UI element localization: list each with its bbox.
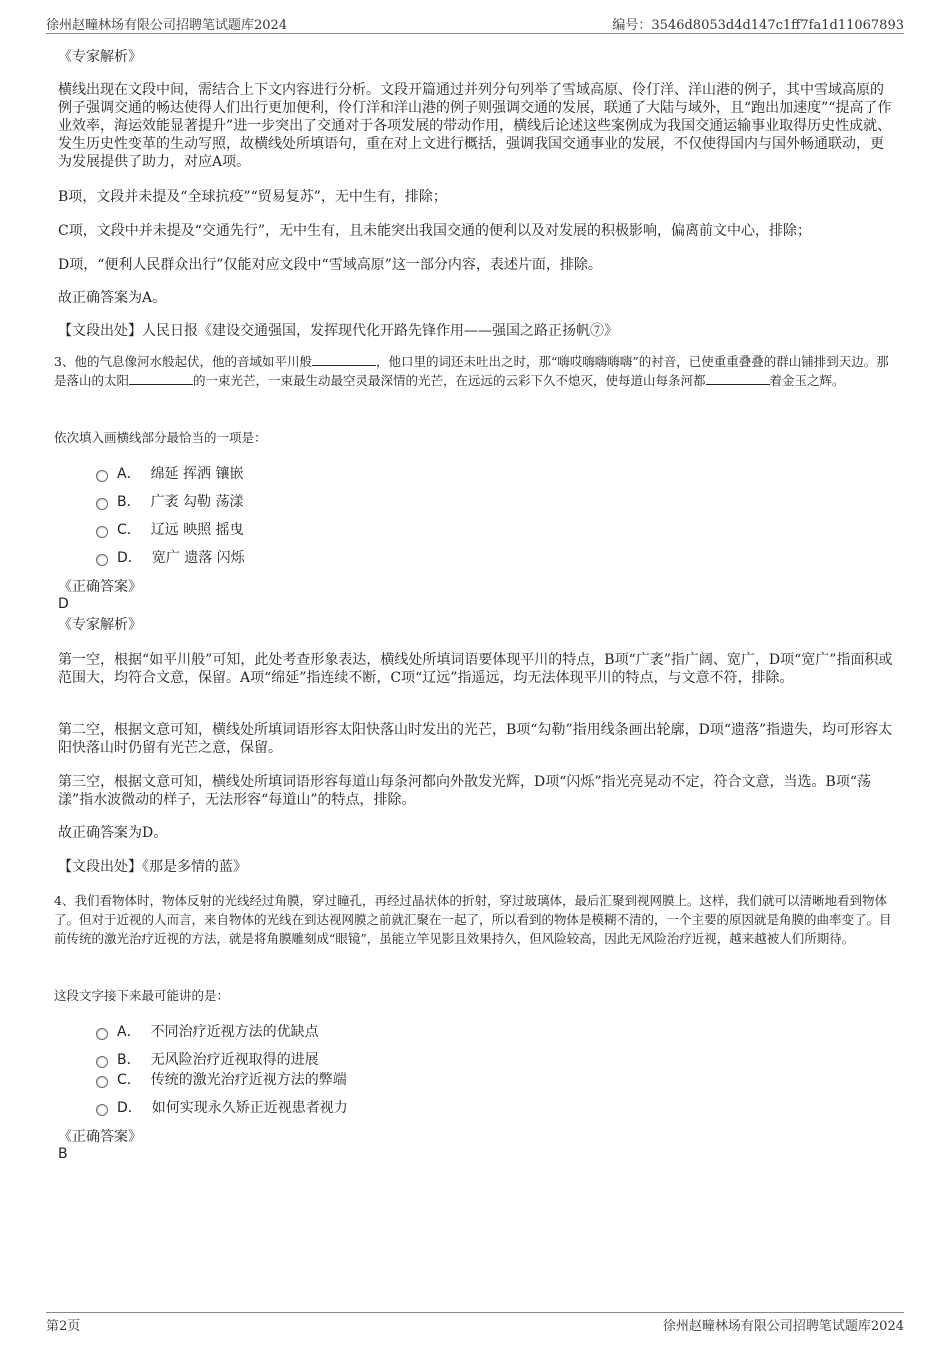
q3-blank-2 <box>129 373 193 385</box>
footer-title: 徐州赵疃林场有限公司招聘笔试题库2024 <box>662 1319 904 1334</box>
q3-answer-label: 《正确答案》 <box>58 579 142 595</box>
q4-answer-label: 《正确答案》 <box>58 1129 142 1145</box>
q3-analysis-2: 第二空，根据文意可知，横线处所填词语形容太阳快落山时发出的光芒，B项“勾勒”指用线条画出轮廓，D项“遗落”指遗失，均可形容太阳快落山时仍留有光芒之意，保留。 <box>58 722 893 756</box>
q3-prompt: 依次填入画横线部分最恰当的一项是： <box>54 430 267 445</box>
header-title: 徐州赵疃林场有限公司招聘笔试题库2024 <box>46 18 288 33</box>
q4-prompt: 这段文字接下来最可能讲的是： <box>54 988 230 1003</box>
q3-option-c[interactable]: C． 辽远 映照 摇曳 <box>96 519 244 539</box>
q2-analysis-main: 横线出现在文段中间，需结合上下文内容进行分析。文段开篇通过并列分句列举了雪域高原、伶仃洋、洋山港的例子，其中雪域高原的例子强调交通的畅达使得人们出行更加便利，伶仃洋和洋山港的例子则强调交通的发展，联通了大陆与域外，且“跑出加速度”“提高了作业效率，海运效能显著提升”进一步突出了交通对于各项发展的带动作用，横线后论述这些案例成为我国交通运输事业取得历史性成就、发生历史性变革的生动写照，故横线处所填语句，重在对上文进行概括，强调我国交通事业的发展，不仅使得国内与国外畅通联动，更为发展提供了助力，对应A项。 <box>58 82 892 170</box>
q3-blank-3 <box>706 373 770 385</box>
q3-analysis-3: 第三空，根据文意可知，横线处所填词语形容每道山每条河都向外散发光辉，D项“闪烁”指光亮晃动不定，符合文意，当选。B项“荡漾”指水波微动的样子，无法形容“每道山”的特点，排除。 <box>58 774 871 808</box>
radio-icon[interactable] <box>96 1076 108 1088</box>
page-footer <box>46 1312 904 1334</box>
q2-b-item: B项，文段并未提及“全球抗疫”“贸易复苏”，无中生有，排除； <box>58 189 447 205</box>
q3-conclusion: 故正确答案为D。 <box>58 825 168 841</box>
q4-stem: 4、我们看物体时，物体反射的光线经过角膜，穿过瞳孔，再经过晶状体的折射，穿过玻璃体，最后汇聚到视网膜上。这样，我们就可以清晰地看到物体了。但对于近视的人而言，来自物体的光线在到达视网膜之前就汇聚在一起了，所以看到的物体是模糊不清的，一个主要的原因就是角膜的曲率变了。目前传统的激光治疗近视的方法，就是将角膜雕刻成“眼镜”，虽能立竿见影且效果持久，但风险较高，因此无风险治疗近视，越来越被人们所期待。 <box>54 893 892 946</box>
q3-option-b[interactable]: B． 广袤 勾勒 荡漾 <box>96 491 244 511</box>
q2-analysis-label: 《专家解析》 <box>58 49 142 65</box>
radio-icon[interactable] <box>96 470 108 482</box>
q4-option-b[interactable]: B． 无风险治疗近视取得的进展 <box>96 1049 319 1069</box>
q4-option-a[interactable]: A． 不同治疗近视方法的优缺点 <box>96 1021 319 1041</box>
q4-option-c[interactable]: C． 传统的激光治疗近视方法的弊端 <box>96 1069 347 1089</box>
q2-conclusion: 故正确答案为A。 <box>58 290 167 306</box>
q2-source: 【文段出处】人民日报《建设交通强国，发挥现代化开路先锋作用——强国之路正扬帆⑦》 <box>58 323 618 339</box>
radio-icon[interactable] <box>96 526 108 538</box>
q3-answer: D <box>58 596 69 612</box>
radio-icon[interactable] <box>96 1056 108 1068</box>
q2-d-item: D项，“便利人民群众出行”仅能对应文段中“雪域高原”这一部分内容，表述片面，排除。 <box>58 257 602 273</box>
q3-analysis-label: 《专家解析》 <box>58 617 142 633</box>
q4-answer: B <box>58 1146 68 1162</box>
q3-analysis-1: 第一空，根据“如平川般”可知，此处考查形象表达，横线处所填词语要体现平川的特点，B项“广袤”指广阔、宽广，D项“宽广”指面积或范围大，均符合文意，保留。A项“绵延”指连续不断，C项“辽远”指遥远，均无法体现平川的特点，与文意不符，排除。 <box>58 652 893 686</box>
radio-icon[interactable] <box>96 1028 108 1040</box>
footer-page-number: 第2页 <box>46 1319 81 1334</box>
radio-icon[interactable] <box>96 1104 108 1116</box>
page-header <box>46 12 904 34</box>
q3-option-d[interactable]: D． 宽广 遗落 闪烁 <box>96 547 245 567</box>
q3-source: 【文段出处】《那是多情的蓝》 <box>58 859 247 875</box>
q2-c-item: C项，文段中并未提及“交通先行”，无中生有，且未能突出我国交通的便利以及对发展的积极影响，偏离前文中心，排除； <box>58 223 812 239</box>
header-serial: 编号：3546d8053d4d147c1ff7fa1d11067893 <box>612 18 904 33</box>
q3-blank-1 <box>312 354 376 366</box>
q3-option-a[interactable]: A． 绵延 挥洒 镶嵌 <box>96 463 243 483</box>
radio-icon[interactable] <box>96 498 108 510</box>
q3-stem: 3、他的气息像河水般起伏，他的音域如平川般 ，他口里的词还未吐出之时，那“嗨哎嗨嗨嗨嗨”的衬音，已使重重叠叠的群山铺排到天边。那是落山的太阳 的一束光芒，一束最生动最空灵最深情的光芒，在远远的云彩下久不熄灭，使每道山每条河都 着金玉之辉。 <box>54 354 889 388</box>
q4-option-d[interactable]: D． 如何实现永久矫正近视患者视力 <box>96 1097 348 1117</box>
radio-icon[interactable] <box>96 554 108 566</box>
